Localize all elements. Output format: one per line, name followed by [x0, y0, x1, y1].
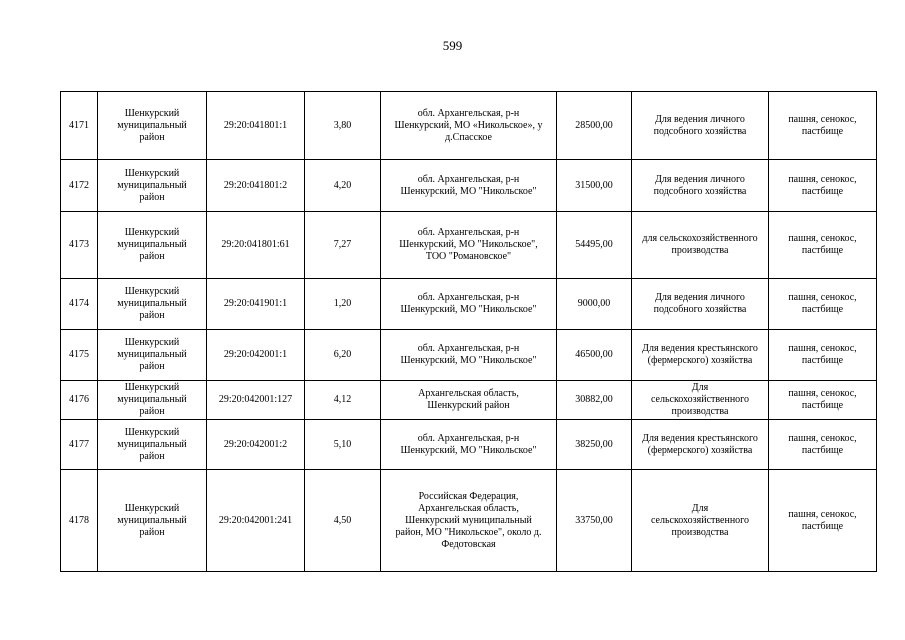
cadastral-number-cell: 29:20:042001:241: [207, 470, 305, 572]
land-type-cell: пашня, сенокос, пастбище: [769, 420, 877, 470]
cost-cell: 33750,00: [557, 470, 632, 572]
purpose-cell: для сельскохозяйственного производства: [632, 212, 769, 279]
purpose-cell: Для ведения личного подсобного хозяйства: [632, 160, 769, 212]
district-cell: Шенкурский муниципальный район: [98, 160, 207, 212]
address-cell: обл. Архангельская, р-н Шенкурский, МО "Никольское": [381, 160, 557, 212]
page-number: 599: [442, 38, 463, 53]
district-cell: Шенкурский муниципальный район: [98, 420, 207, 470]
cadastral-number-cell: 29:20:042001:127: [207, 381, 305, 420]
land-type-cell: пашня, сенокос, пастбище: [769, 330, 877, 381]
cadastral-number-cell: 29:20:042001:2: [207, 420, 305, 470]
land-type-cell: пашня, сенокос, пастбище: [769, 470, 877, 572]
land-type-cell: пашня, сенокос, пастбище: [769, 92, 877, 160]
purpose-cell: Для ведения крестьянского (фермерского) хозяйства: [632, 330, 769, 381]
area-cell: 5,10: [305, 420, 381, 470]
district-cell: Шенкурский муниципальный район: [98, 470, 207, 572]
cost-cell: 28500,00: [557, 92, 632, 160]
address-cell: обл. Архангельская, р-н Шенкурский, МО "Никольское": [381, 279, 557, 330]
row-number-cell: 4173: [61, 212, 98, 279]
land-type-cell: пашня, сенокос, пастбище: [769, 212, 877, 279]
address-cell: обл. Архангельская, р-н Шенкурский, МО "Никольское": [381, 330, 557, 381]
row-number-cell: 4176: [61, 381, 98, 420]
district-cell: Шенкурский муниципальный район: [98, 381, 207, 420]
table-row: [61, 160, 877, 212]
table-row: [61, 381, 877, 420]
district-cell: Шенкурский муниципальный район: [98, 92, 207, 160]
cadastral-number-cell: 29:20:042001:1: [207, 330, 305, 381]
cost-cell: 38250,00: [557, 420, 632, 470]
purpose-cell: Для ведения крестьянского (фермерского) хозяйства: [632, 420, 769, 470]
table-row: [61, 92, 877, 160]
address-cell: обл. Архангельская, р-н Шенкурский, МО "Никольское": [381, 420, 557, 470]
cost-cell: 30882,00: [557, 381, 632, 420]
table-row: [61, 470, 877, 572]
address-cell: Архангельская область, Шенкурский район: [381, 381, 557, 420]
district-cell: Шенкурский муниципальный район: [98, 330, 207, 381]
table-row: [61, 330, 877, 381]
address-cell: обл. Архангельская, р-н Шенкурский, МО "Никольское", ТОО "Романовское": [381, 212, 557, 279]
table-row: [61, 420, 877, 470]
area-cell: 3,80: [305, 92, 381, 160]
row-number-cell: 4178: [61, 470, 98, 572]
district-cell: Шенкурский муниципальный район: [98, 212, 207, 279]
cost-cell: 31500,00: [557, 160, 632, 212]
land-type-cell: пашня, сенокос, пастбище: [769, 279, 877, 330]
cadastral-number-cell: 29:20:041801:2: [207, 160, 305, 212]
table-row: [61, 279, 877, 330]
purpose-cell: Для ведения личного подсобного хозяйства: [632, 279, 769, 330]
row-number-cell: 4177: [61, 420, 98, 470]
land-plots-table: [60, 91, 877, 572]
purpose-cell: Для ведения личного подсобного хозяйства: [632, 92, 769, 160]
address-cell: Российская Федерация, Архангельская область, Шенкурский муниципальный район, МО "Никольское", около д. Федотовская: [381, 470, 557, 572]
area-cell: 4,50: [305, 470, 381, 572]
cost-cell: 9000,00: [557, 279, 632, 330]
row-number-cell: 4172: [61, 160, 98, 212]
table-row: [61, 212, 877, 279]
purpose-cell: Для сельскохозяйственного производства: [632, 381, 769, 420]
land-type-cell: пашня, сенокос, пастбище: [769, 381, 877, 420]
area-cell: 4,12: [305, 381, 381, 420]
cadastral-number-cell: 29:20:041801:1: [207, 92, 305, 160]
cadastral-number-cell: 29:20:041901:1: [207, 279, 305, 330]
row-number-cell: 4175: [61, 330, 98, 381]
purpose-cell: Для сельскохозяйственного производства: [632, 470, 769, 572]
area-cell: 4,20: [305, 160, 381, 212]
cost-cell: 46500,00: [557, 330, 632, 381]
area-cell: 6,20: [305, 330, 381, 381]
area-cell: 7,27: [305, 212, 381, 279]
row-number-cell: 4171: [61, 92, 98, 160]
cadastral-number-cell: 29:20:041801:61: [207, 212, 305, 279]
area-cell: 1,20: [305, 279, 381, 330]
row-number-cell: 4174: [61, 279, 98, 330]
land-type-cell: пашня, сенокос, пастбище: [769, 160, 877, 212]
cost-cell: 54495,00: [557, 212, 632, 279]
district-cell: Шенкурский муниципальный район: [98, 279, 207, 330]
address-cell: обл. Архангельская, р-н Шенкурский, МО «Никольское», у д.Спасское: [381, 92, 557, 160]
